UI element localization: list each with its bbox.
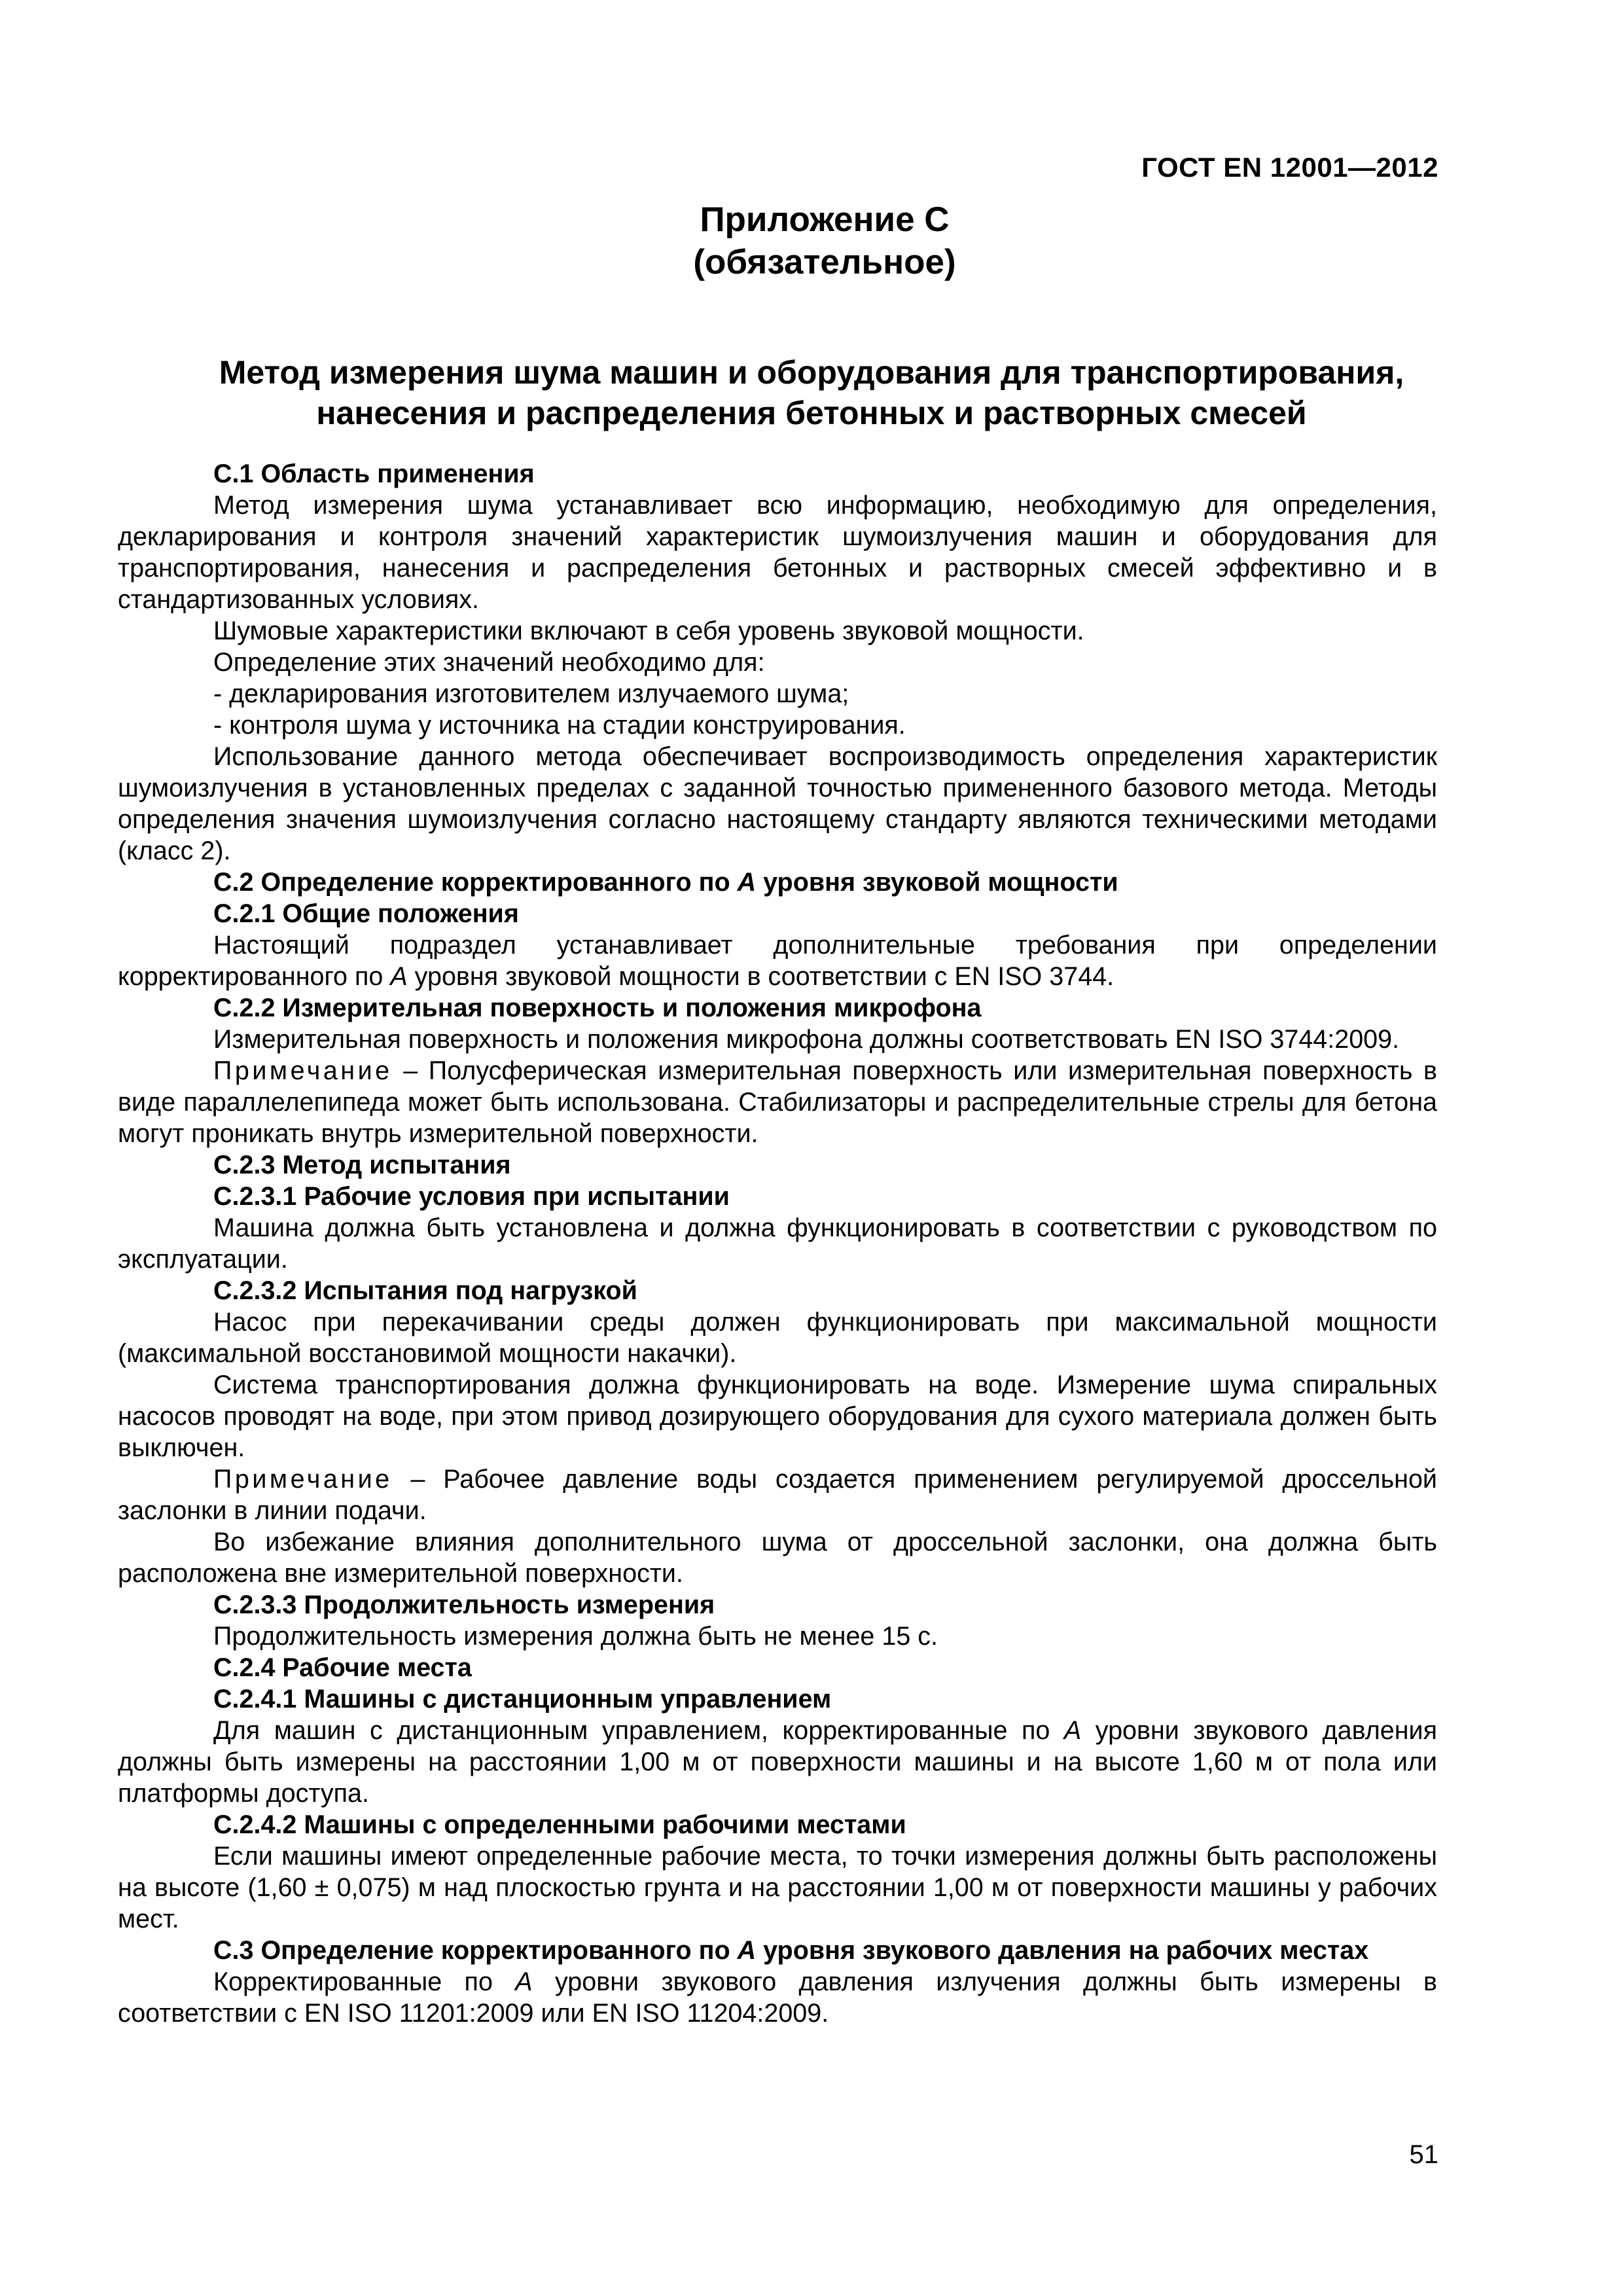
section-heading-c2-4-1: С.2.4.1 Машины с дистанционным управлением <box>213 1685 832 1713</box>
paragraph-text: Для машин с дистанционным управлением, корректированные по <box>213 1716 1064 1745</box>
appendix-status: (обязательное) <box>693 243 956 281</box>
section-heading-c2-3-1: С.2.3.1 Рабочие условия при испытании <box>213 1182 730 1211</box>
paragraph-text: уровни звукового давления должны быть измерены на расстоянии 1,00 м от поверхности машины и на высоте 1,60 м от пола или платформы доступа. <box>118 1716 1437 1808</box>
appendix-main-title <box>185 352 1438 433</box>
list-item: - контроля шума у источника на стадии конструирования. <box>213 711 906 740</box>
paragraph: Использование данного метода обеспечивает воспроизводимость определения характеристик шумоизлучения в установленных пределах с заданной точностью примененного базового метода. Методы определения значения шумоизлучения согласно настоящему стандарту являются техническими методами (класс 2). <box>118 742 1437 865</box>
paragraph-text: Корректированные по <box>213 1967 516 1996</box>
section-heading-c3 <box>118 1935 1437 1966</box>
variable-a: А <box>390 962 408 991</box>
paragraph: Машина должна быть установлена и должна функционировать в соответствии с руководством по эксплуатации. <box>118 1213 1437 1274</box>
section-heading-c2-2: С.2.2 Измерительная поверхность и положения микрофона <box>213 994 982 1022</box>
paragraph: Продолжительность измерения должна быть не менее 15 с. <box>213 1622 938 1651</box>
variable-a: А <box>515 1967 533 1996</box>
section-heading-c2-3-2: С.2.3.2 Испытания под нагрузкой <box>213 1276 637 1305</box>
list-item: - декларирования изготовителем излучаемого шума; <box>213 679 849 708</box>
note-text: – Рабочее давление воды создается применением регулируемой дроссельной заслонки в линии подачи. <box>118 1465 1437 1525</box>
paragraph: Метод измерения шума устанавливает всю информацию, необходимую для определения, декларирования и контроля значений характеристик шумоизлучения машин и оборудования для транспортирования, нанесения и распределения бетонных и растворных смесей эффективно и в стандартизованных условиях. <box>118 491 1437 614</box>
main-title-line-1: Метод измерения шума машин и оборудования для транспортирования, <box>219 354 1404 391</box>
heading-text: уровня звуковой мощности <box>756 868 1118 897</box>
section-heading-c2-3-3: С.2.3.3 Продолжительность измерения <box>213 1590 715 1619</box>
main-title-line-2: нанесения и распределения бетонных и растворных смесей <box>316 395 1307 431</box>
variable-a: А <box>737 1936 757 1965</box>
variable-a: А <box>737 868 757 897</box>
section-heading-c2-4: С.2.4 Рабочие места <box>213 1653 472 1682</box>
paragraph: Если машины имеют определенные рабочие места, то точки измерения должны быть расположены на высоте (1,60 ± 0,075) м над плоскостью грунта и на расстоянии 1,00 м от поверхности машины у рабочих мест. <box>118 1842 1437 1933</box>
section-heading-c2-4-2: С.2.4.2 Машины с определенными рабочими местами <box>213 1810 906 1839</box>
document-body <box>118 458 1437 2029</box>
heading-text: уровня звукового давления на рабочих местах <box>756 1936 1369 1965</box>
heading-text: С.3 Определение корректированного по <box>213 1936 738 1965</box>
standard-code: ГОСТ EN 12001—2012 <box>1141 152 1438 183</box>
paragraph <box>118 1966 1437 2029</box>
appendix-title: Приложение С <box>700 200 950 239</box>
note-label: Примечание <box>213 1056 393 1085</box>
paragraph: Определение этих значений необходимо для: <box>213 648 765 677</box>
note-text: – Полусферическая измерительная поверхность или измерительная поверхность в виде параллелепипеда может быть использована. Стабилизаторы и распределительные стрелы для бетона могут проникать внутрь измерительной поверхности. <box>118 1056 1437 1148</box>
section-heading-c2-1: С.2.1 Общие положения <box>213 899 519 928</box>
paragraph-text: Настоящий подраздел устанавливает дополнительные требования при определении корректированного по <box>118 931 1437 991</box>
paragraph: Во избежание влияния дополнительного шума от дроссельной заслонки, она должна быть расположена вне измерительной поверхности. <box>118 1528 1437 1588</box>
variable-a: А <box>1063 1716 1082 1745</box>
note <box>118 1055 1437 1149</box>
note-label: Примечание <box>213 1465 393 1494</box>
section-heading-c1: С.1 Область применения <box>213 459 535 488</box>
section-heading-c2-3: С.2.3 Метод испытания <box>213 1151 511 1179</box>
paragraph: Система транспортирования должна функционировать на воде. Измерение шума спиральных насосов проводят на воде, при этом привод дозирующего оборудования для сухого материала должен быть выключен. <box>118 1371 1437 1462</box>
paragraph: Измерительная поверхность и положения микрофона должны соответствовать EN ISO 3744:2009. <box>213 1025 1400 1054</box>
paragraph <box>118 929 1437 992</box>
heading-text: С.2 Определение корректированного по <box>213 868 738 897</box>
paragraph: Шумовые характеристики включают в себя уровень звуковой мощности. <box>213 617 1084 645</box>
paragraph: Насос при перекачивании среды должен функционировать при максимальной мощности (максимальной восстановимой мощности накачки). <box>118 1308 1437 1368</box>
section-heading-c2 <box>118 867 1437 898</box>
note <box>118 1463 1437 1526</box>
paragraph-text: уровни звукового давления излучения должны быть измерены в соответствии с EN ISO 11201:2009 или EN ISO 11204:2009. <box>118 1967 1437 2028</box>
paragraph <box>118 1715 1437 1809</box>
page-number: 51 <box>1409 2140 1438 2169</box>
paragraph-text: уровня звуковой мощности в соответствии с EN ISO 3744. <box>407 962 1115 991</box>
